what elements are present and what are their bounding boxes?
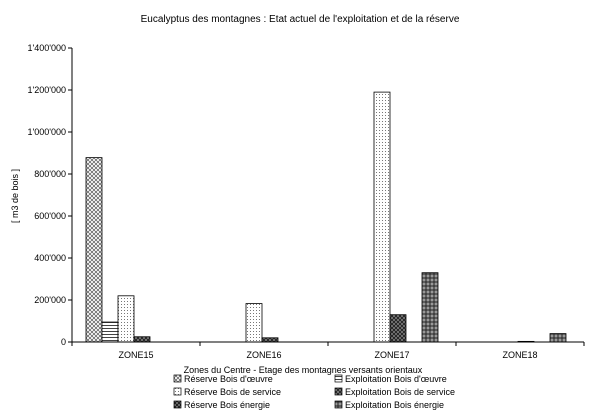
legend-swatch — [335, 388, 342, 395]
legend-swatch — [335, 401, 342, 408]
legend-label: Exploitation Bois énergie — [345, 400, 445, 410]
bar-zone17-series-3 — [374, 92, 390, 342]
bar-zone15-series-2 — [102, 322, 118, 342]
legend-label: Réserve Bois de service — [184, 387, 282, 397]
legend-swatch — [174, 375, 181, 382]
y-tick-label: 1'400'000 — [27, 43, 66, 53]
legend-label: Exploitation Bois d'œuvre — [345, 374, 447, 384]
y-tick-label: 400'000 — [34, 253, 66, 263]
bar-zone16-series-3 — [246, 304, 262, 342]
legend-label: Réserve Bois d'œuvre — [184, 374, 273, 384]
x-tick-label: ZONE16 — [246, 350, 282, 360]
bar-zone15-series-3 — [118, 296, 134, 342]
y-tick-label: 1'200'000 — [27, 85, 66, 95]
legend-swatch — [174, 401, 181, 408]
bar-group — [86, 92, 566, 342]
x-tick-group — [72, 342, 584, 360]
bar-zone16-series-4 — [262, 338, 278, 342]
y-tick-label: 800'000 — [34, 169, 66, 179]
bar-zone17-series-4 — [390, 315, 406, 342]
y-axis-label: [ m3 de bois ] — [10, 168, 20, 224]
legend — [174, 374, 455, 410]
bar-zone17-series-6 — [422, 273, 438, 342]
legend-label: Réserve Bois énergie — [184, 400, 271, 410]
bar-zone18-series-6 — [550, 334, 566, 342]
y-tick-group — [28, 43, 72, 347]
x-tick-label: ZONE17 — [374, 350, 410, 360]
y-tick-label: 0 — [60, 337, 66, 347]
bar-zone15-series-1 — [86, 158, 102, 342]
x-tick-label: ZONE18 — [502, 350, 538, 360]
chart-title: Eucalyptus des montagnes : Etat actuel de l'exploitation et de la réserve — [140, 14, 460, 25]
legend-swatch — [174, 388, 181, 395]
y-tick-label: 600'000 — [34, 211, 66, 221]
x-tick-label: ZONE15 — [118, 350, 154, 360]
legend-swatch — [335, 375, 342, 382]
y-tick-label: 1'000'000 — [27, 127, 66, 137]
bar-zone15-series-4 — [134, 337, 150, 342]
legend-label: Exploitation Bois de service — [345, 387, 456, 397]
y-tick-label: 200'000 — [34, 295, 66, 305]
x-axis-label: Zones du Centre - Etage des montagnes versants orientaux — [183, 365, 423, 375]
